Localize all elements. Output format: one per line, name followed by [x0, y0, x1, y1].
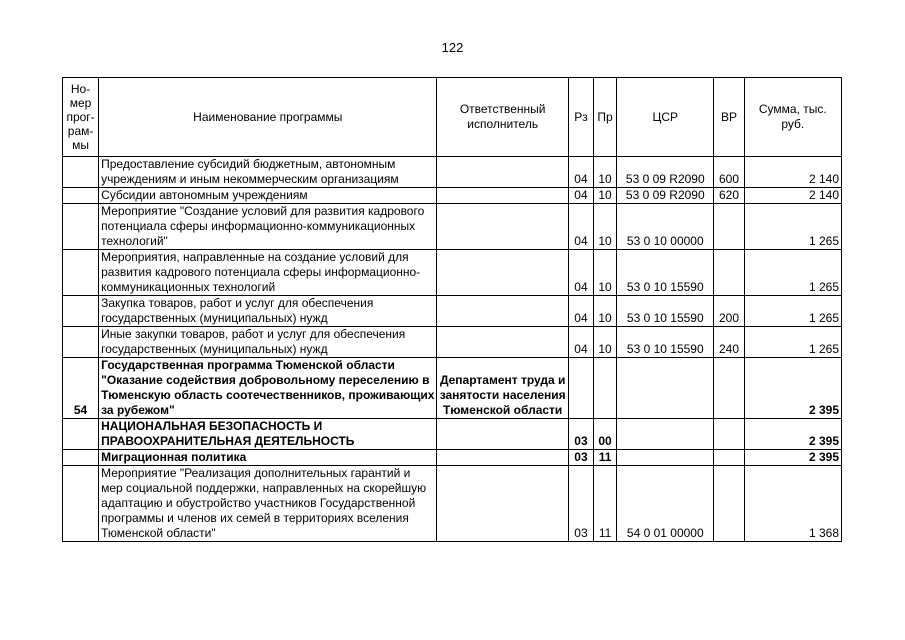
row-number [63, 327, 99, 358]
row-rz: 04 [568, 157, 593, 188]
row-csr [617, 419, 714, 450]
row-executor [437, 204, 569, 250]
row-csr: 53 0 10 00000 [617, 204, 714, 250]
row-pr: 11 [594, 450, 617, 466]
row-number [63, 466, 99, 542]
row-vr: 240 [714, 327, 744, 358]
row-csr: 53 0 10 15590 [617, 250, 714, 296]
row-pr: 10 [594, 250, 617, 296]
row-sum: 2 140 [744, 188, 841, 204]
row-name: Мероприятия, направленные на создание условий для развития кадрового потенциала сферы информационно-коммуникационных технологий [99, 250, 437, 296]
row-executor: Департамент труда и занятости населения Тюменской области [437, 358, 569, 419]
row-sum: 1 368 [744, 466, 841, 542]
page-number: 122 [441, 40, 464, 55]
row-pr: 00 [594, 419, 617, 450]
row-csr: 53 0 10 15590 [617, 327, 714, 358]
row-name: Мероприятие "Создание условий для развития кадрового потенциала сферы информационно-коммуникационных технологий" [99, 204, 437, 250]
budget-table [62, 77, 842, 542]
header-row [63, 78, 842, 157]
row-vr: 200 [714, 296, 744, 327]
row-executor [437, 466, 569, 542]
row-rz: 03 [568, 419, 593, 450]
row-executor [437, 157, 569, 188]
row-name: Государственная программа Тюменской области "Оказание содействия добровольному переселению в Тюменскую область соотечественников, проживающих за рубежом" [99, 358, 437, 419]
header-name: Наименование программы [99, 78, 437, 157]
row-executor [437, 419, 569, 450]
table-row [63, 157, 842, 188]
table-row [63, 250, 842, 296]
row-sum: 1 265 [744, 250, 841, 296]
row-number [63, 157, 99, 188]
row-executor [437, 250, 569, 296]
row-executor [437, 296, 569, 327]
row-csr: 54 0 01 00000 [617, 466, 714, 542]
table-row-subsection [63, 450, 842, 466]
row-number [63, 296, 99, 327]
row-number: 54 [63, 358, 99, 419]
row-name: Предоставление субсидий бюджетным, автономным учреждениям и иным некоммерческим организациям [99, 157, 437, 188]
row-pr: 10 [594, 157, 617, 188]
row-csr [617, 358, 714, 419]
row-pr [594, 358, 617, 419]
row-executor [437, 188, 569, 204]
row-vr [714, 250, 744, 296]
row-sum: 1 265 [744, 204, 841, 250]
row-csr: 53 0 09 R2090 [617, 157, 714, 188]
row-sum: 2 140 [744, 157, 841, 188]
table-row [63, 327, 842, 358]
row-rz: 04 [568, 204, 593, 250]
header-pr: Пр [594, 78, 617, 157]
row-number [63, 204, 99, 250]
header-executor: Ответственный исполнитель [437, 78, 569, 157]
row-sum: 2 395 [744, 450, 841, 466]
row-name: Субсидии автономным учреждениям [99, 188, 437, 204]
header-rz: Рз [568, 78, 593, 157]
row-number [63, 188, 99, 204]
row-rz: 03 [568, 450, 593, 466]
row-csr: 53 0 10 15590 [617, 296, 714, 327]
row-vr [714, 419, 744, 450]
row-sum: 1 265 [744, 296, 841, 327]
row-csr [617, 450, 714, 466]
row-rz: 04 [568, 188, 593, 204]
row-rz: 04 [568, 296, 593, 327]
row-number [63, 450, 99, 466]
row-pr: 10 [594, 296, 617, 327]
table-row [63, 296, 842, 327]
row-vr: 620 [714, 188, 744, 204]
row-sum: 2 395 [744, 419, 841, 450]
row-sum: 1 265 [744, 327, 841, 358]
row-name: НАЦИОНАЛЬНАЯ БЕЗОПАСНОСТЬ И ПРАВООХРАНИТЕЛЬНАЯ ДЕЯТЕЛЬНОСТЬ [99, 419, 437, 450]
table-row [63, 188, 842, 204]
row-vr [714, 466, 744, 542]
row-rz: 04 [568, 327, 593, 358]
row-pr: 10 [594, 327, 617, 358]
row-vr [714, 358, 744, 419]
header-num: Но- мер прог- рам- мы [63, 78, 99, 157]
header-sum: Сумма, тыс. руб. [744, 78, 841, 157]
row-pr: 10 [594, 188, 617, 204]
row-name: Закупка товаров, работ и услуг для обеспечения государственных (муниципальных) нужд [99, 296, 437, 327]
row-executor [437, 450, 569, 466]
row-vr: 600 [714, 157, 744, 188]
header-csr: ЦСР [617, 78, 714, 157]
row-pr: 11 [594, 466, 617, 542]
row-number [63, 250, 99, 296]
table-row [63, 204, 842, 250]
row-name: Мероприятие "Реализация дополнительных гарантий и мер социальной поддержки, направленных на скорейшую адаптацию и обустройство участников Государственной программы и членов их семей в территориях вселения Тюменской области" [99, 466, 437, 542]
row-csr: 53 0 09 R2090 [617, 188, 714, 204]
row-name: Миграционная политика [99, 450, 437, 466]
table-row-program [63, 358, 842, 419]
row-vr [714, 450, 744, 466]
row-rz [568, 358, 593, 419]
row-number [63, 419, 99, 450]
row-rz: 04 [568, 250, 593, 296]
table-row-section [63, 419, 842, 450]
row-rz: 03 [568, 466, 593, 542]
table-row [63, 466, 842, 542]
row-vr [714, 204, 744, 250]
header-vr: ВР [714, 78, 744, 157]
row-name: Иные закупки товаров, работ и услуг для обеспечения государственных (муниципальных) нужд [99, 327, 437, 358]
row-executor [437, 327, 569, 358]
row-pr: 10 [594, 204, 617, 250]
row-sum: 2 395 [744, 358, 841, 419]
